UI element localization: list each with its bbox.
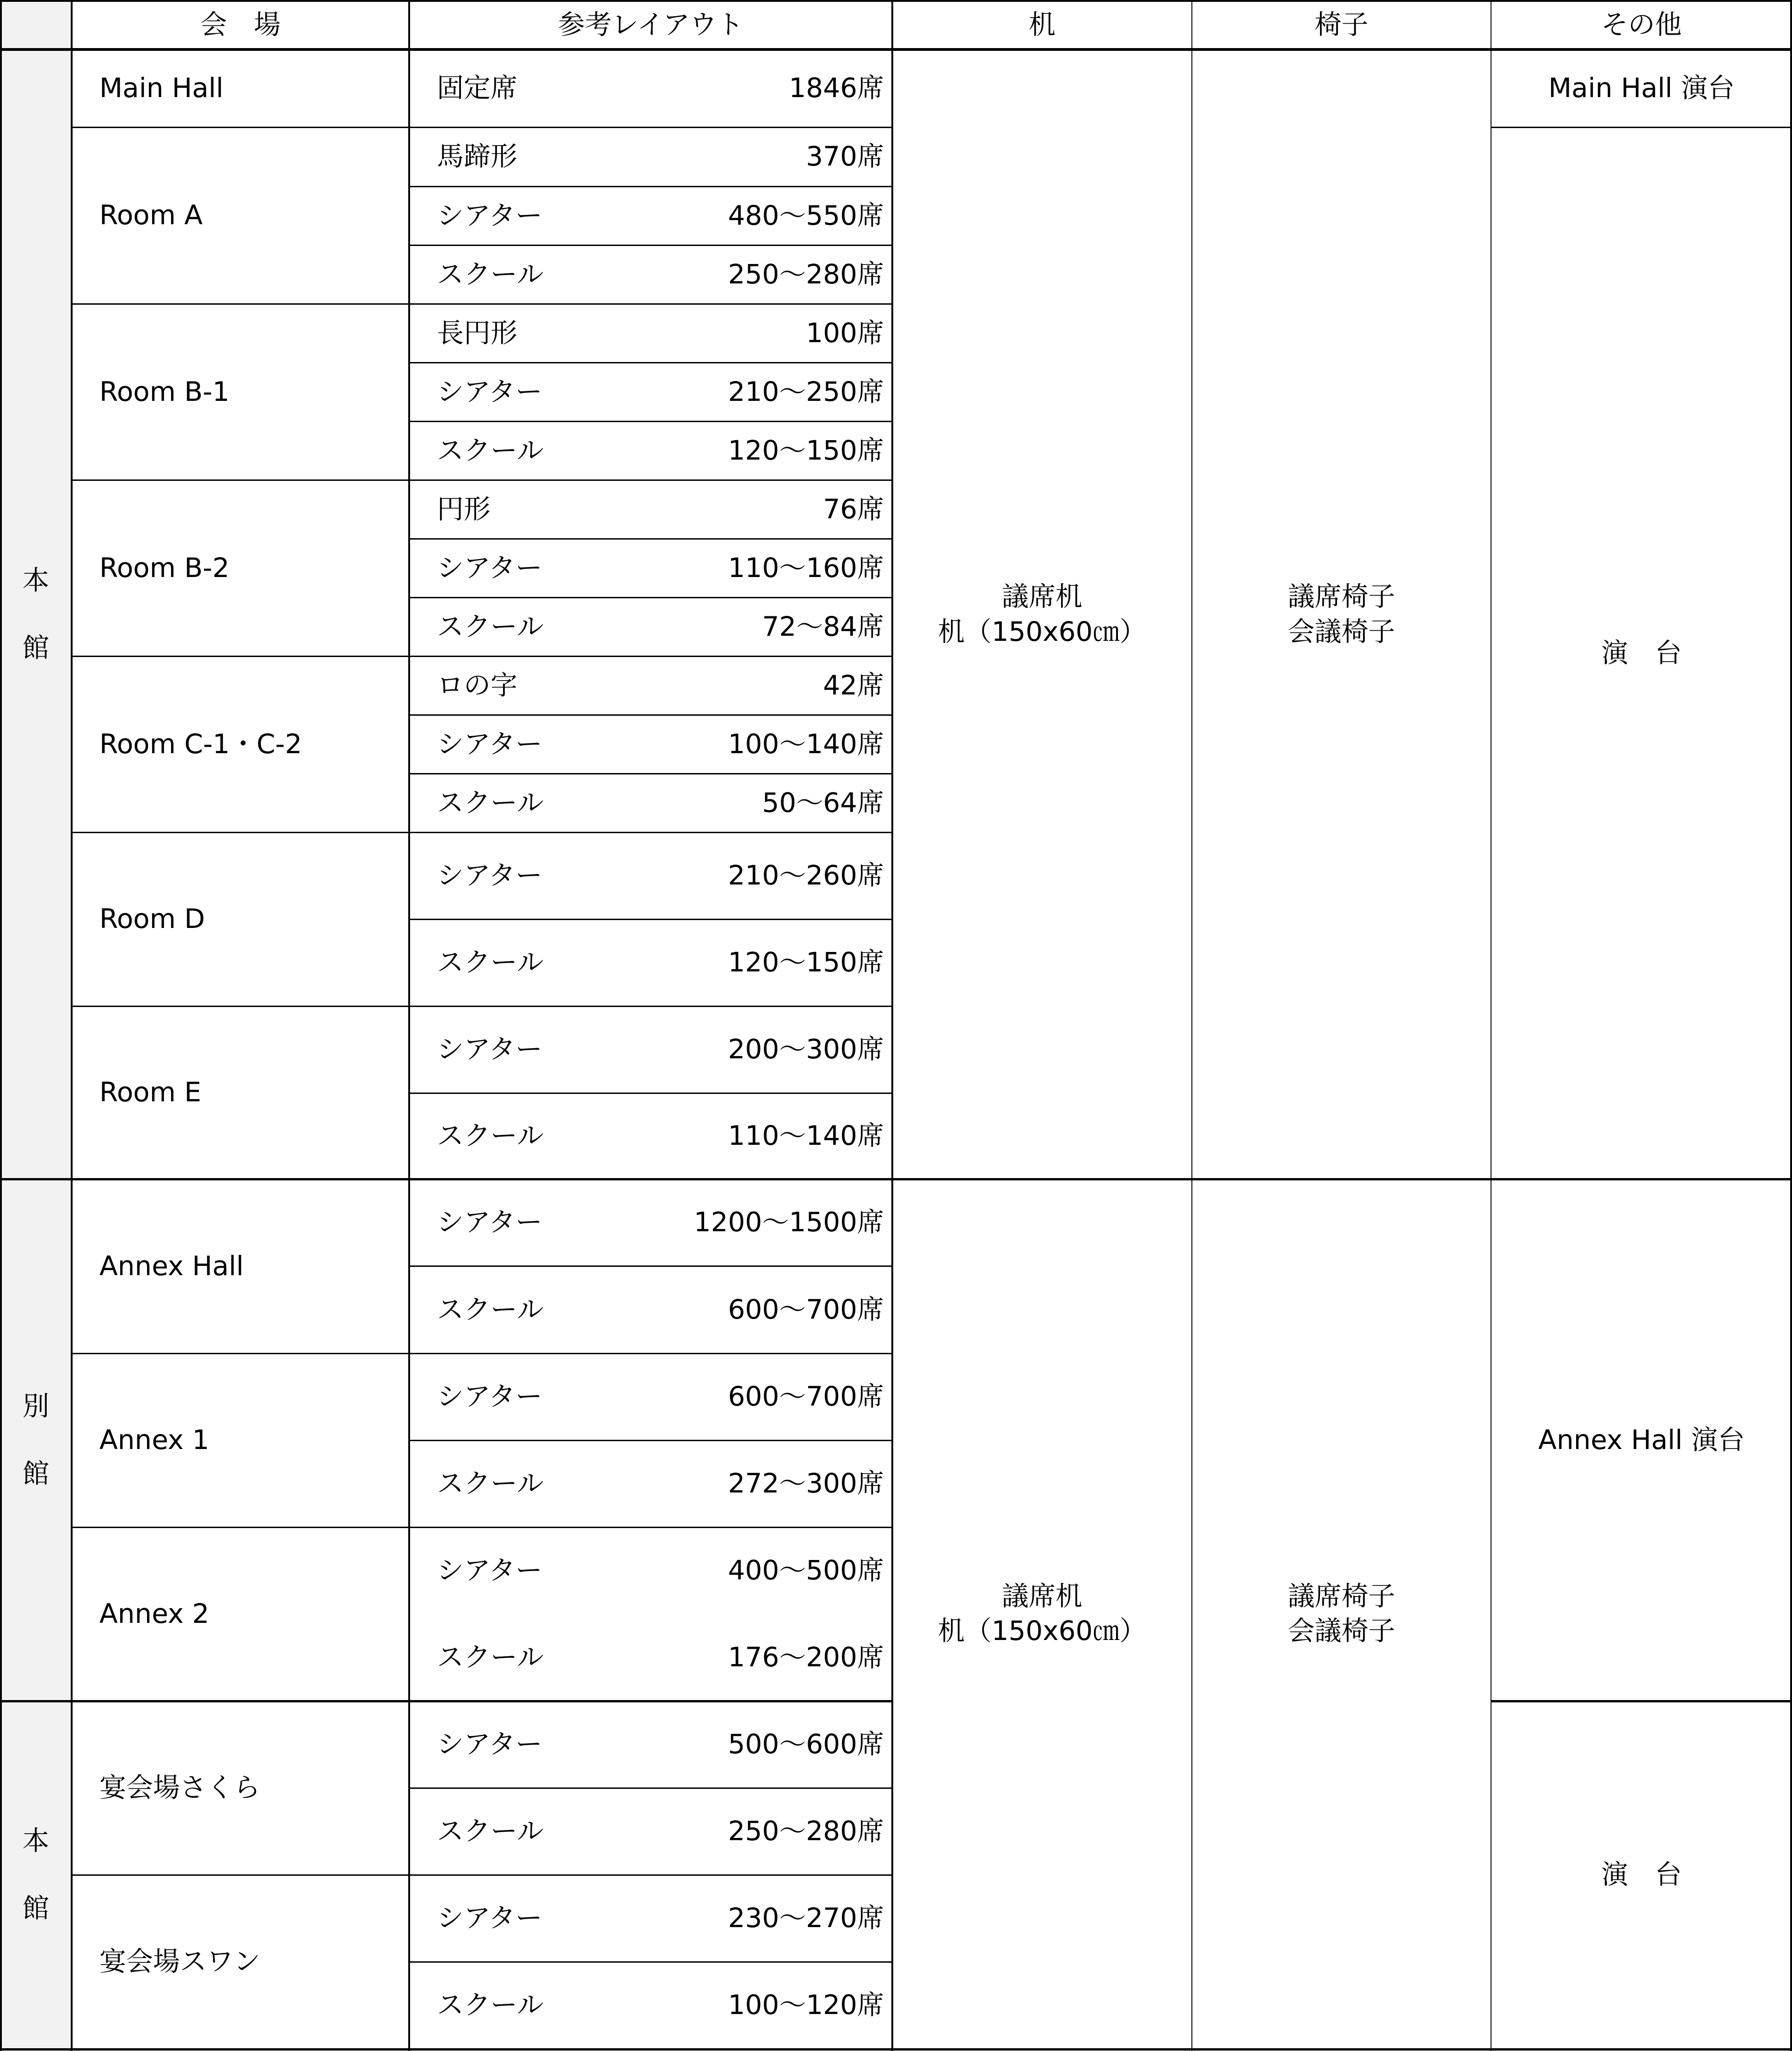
header-other: その他 [1601,8,1682,40]
layout-type: シアター [437,1206,542,1238]
header-chair: 椅子 [1314,8,1369,40]
other-cell: 演 台 [1601,1858,1682,1890]
desk-text: 机（150x60㎝） [938,615,1147,647]
layout-seats: 480～550席 [728,199,884,231]
layout-seats: 600～700席 [728,1381,884,1412]
building-char: 館 [22,632,49,663]
layout-seats: 100～140席 [728,728,884,760]
other-cell: Main Hall 演台 [1548,72,1735,104]
layout-seats: 100～120席 [728,1989,884,2020]
layout-seats: 120～150席 [728,946,884,978]
table-rule [72,479,892,481]
venue-name: Room B-1 [99,375,230,407]
layout-type: シアター [437,1381,542,1412]
table-rule [0,48,1792,51]
other-cell: 演 台 [1601,637,1682,669]
table-rule [0,0,1792,2]
table-rule [0,1178,1792,1180]
layout-seats: 110～140席 [728,1120,884,1152]
table-rule [409,773,892,774]
layout-seats: 500～600席 [728,1728,884,1760]
layout-type: スクール [437,946,544,978]
table-rule [408,0,410,2051]
layout-row [409,186,892,245]
table-rule [409,1961,892,1963]
layout-row [409,1266,892,1353]
layout-seats: 272～300席 [728,1468,884,1499]
layout-row [409,480,892,539]
layout-row [409,1875,892,1962]
table-rule [0,2048,1792,2051]
table-rule [0,0,2,2051]
layout-seats: 210～250席 [728,375,884,407]
layout-seats: 42席 [823,669,884,701]
table-rule [409,421,892,422]
venue-name: Annex Hall [99,1250,244,1282]
desk-text: 議席机 [1001,1580,1082,1612]
layout-seats: 76席 [823,493,884,525]
layout-type: ロの字 [437,669,518,701]
layout-row [409,1179,892,1266]
table-rule [72,832,892,833]
layout-type: スクール [437,1468,544,1499]
chair-cell [1192,1179,1491,2048]
layout-row [409,1527,892,1614]
building-label-text [22,563,49,665]
layout-type: スクール [437,258,544,290]
layout-row [409,1962,892,2048]
table-rule [409,1440,892,1441]
venue-name: 宴会場スワン [99,1945,261,1977]
other-cell: Annex Hall 演台 [1538,1424,1745,1455]
table-rule [409,1787,892,1789]
venue-name: Main Hall [99,72,224,104]
venue-name: Annex 1 [99,1424,209,1456]
desk-text: 机（150x60㎝） [938,1615,1147,1646]
layout-seats: 250～280席 [728,1815,884,1847]
layout-type: シアター [437,552,542,583]
layout-type: スクール [437,786,544,818]
venue-name: Annex 2 [99,1598,209,1630]
venue-name: Room C-1・C-2 [99,728,302,760]
layout-type: シアター [437,728,542,760]
table-rule [1790,0,1792,2051]
building-char: 本 [22,1825,49,1857]
building-label-text [22,1389,49,1491]
layout-row [409,1788,892,1875]
layout-row [409,1093,892,1179]
layout-seats: 370席 [806,141,884,172]
layout-row [409,832,892,919]
table-rule [72,1353,892,1354]
table-rule [409,597,892,598]
building-label [0,1179,72,1701]
chair-text: 会議椅子 [1288,1615,1395,1646]
table-rule [409,538,892,540]
header-building [0,0,72,49]
layout-row [409,1006,892,1093]
table-rule [72,127,892,128]
building-label [0,49,72,1179]
layout-type: シアター [437,1728,542,1760]
layout-row [409,1353,892,1440]
layout-row [409,304,892,362]
layout-row [409,774,892,832]
venue-name: 宴会場さくら [99,1772,261,1804]
table-rule [409,186,892,187]
table-rule [409,362,892,363]
layout-seats: 250～280席 [728,258,884,290]
layout-row [409,1440,892,1527]
layout-type: シアター [437,860,542,891]
layout-seats: 120～150席 [728,434,884,466]
layout-seats: 176～200席 [728,1641,884,1673]
layout-row [409,656,892,715]
layout-seats: 50～64席 [762,786,884,818]
venue-name: Room E [99,1076,202,1108]
building-label-text [22,1824,49,1926]
desk-cell [892,49,1192,1179]
layout-row [409,245,892,304]
layout-type: 長円形 [437,317,518,349]
layout-seats: 100席 [806,317,884,349]
table-rule [1491,1700,1792,1702]
desk-text: 議席机 [1001,581,1082,613]
layout-type: スクール [437,1815,544,1847]
building-char: 館 [22,1457,49,1489]
layout-seats: 210～260席 [728,860,884,891]
layout-seats: 200～300席 [728,1033,884,1065]
layout-row [409,1701,892,1788]
chair-cell [1192,49,1491,1179]
layout-row [409,1614,892,1701]
table-rule [891,0,893,2051]
layout-row [409,919,892,1006]
venue-name: Room A [99,199,203,231]
layout-type: シアター [437,1033,542,1065]
layout-type: スクール [437,1641,544,1673]
desk-cell [892,1179,1192,2048]
table-rule [409,245,892,246]
layout-row [409,597,892,656]
layout-seats: 400～500席 [728,1554,884,1586]
layout-seats: 72～84席 [762,610,884,642]
layout-seats: 230～270席 [728,1902,884,1934]
table-rule [409,714,892,716]
table-rule [409,1265,892,1267]
building-char: 別 [22,1390,49,1422]
table-rule [409,919,892,920]
layout-seats: 600～700席 [728,1293,884,1325]
layout-type: スクール [437,1120,544,1152]
layout-seats: 1846席 [789,72,884,104]
building-char: 館 [22,1892,49,1924]
table-rule [72,1006,892,1007]
header-venue: 会 場 [200,8,281,40]
layout-type: スクール [437,1293,544,1325]
table-rule [0,1700,892,1702]
chair-text: 会議椅子 [1288,615,1395,647]
layout-type: 固定席 [437,72,518,104]
chair-text: 議席椅子 [1288,581,1395,613]
table-rule [72,303,892,305]
layout-type: 円形 [437,493,491,525]
venue-name: Room D [99,903,205,935]
table-rule [72,1874,892,1876]
building-label [0,1701,72,2048]
layout-seats: 1200～1500席 [693,1206,884,1238]
layout-row [409,362,892,421]
table-rule [409,1093,892,1094]
layout-row [409,715,892,774]
layout-type: シアター [437,1902,542,1934]
layout-type: スクール [437,1989,544,2020]
table-rule [1191,0,1192,2051]
header-layout: 参考レイアウト [558,8,744,40]
table-rule [71,0,73,2051]
header-desk: 机 [1028,8,1056,40]
layout-seats: 110～160席 [728,552,884,583]
layout-row [409,49,892,127]
layout-type: 馬蹄形 [437,141,518,172]
table-rule [72,656,892,657]
building-char: 本 [22,565,49,596]
table-rule [1491,127,1792,128]
layout-type: スクール [437,434,544,466]
layout-row [409,127,892,186]
layout-type: シアター [437,1554,542,1586]
chair-text: 議席椅子 [1288,1580,1395,1612]
layout-type: スクール [437,610,544,642]
table-rule [72,1527,892,1528]
layout-row [409,539,892,597]
layout-type: シアター [437,199,542,231]
layout-row [409,421,892,480]
layout-type: シアター [437,375,542,407]
venue-name: Room B-2 [99,552,230,583]
